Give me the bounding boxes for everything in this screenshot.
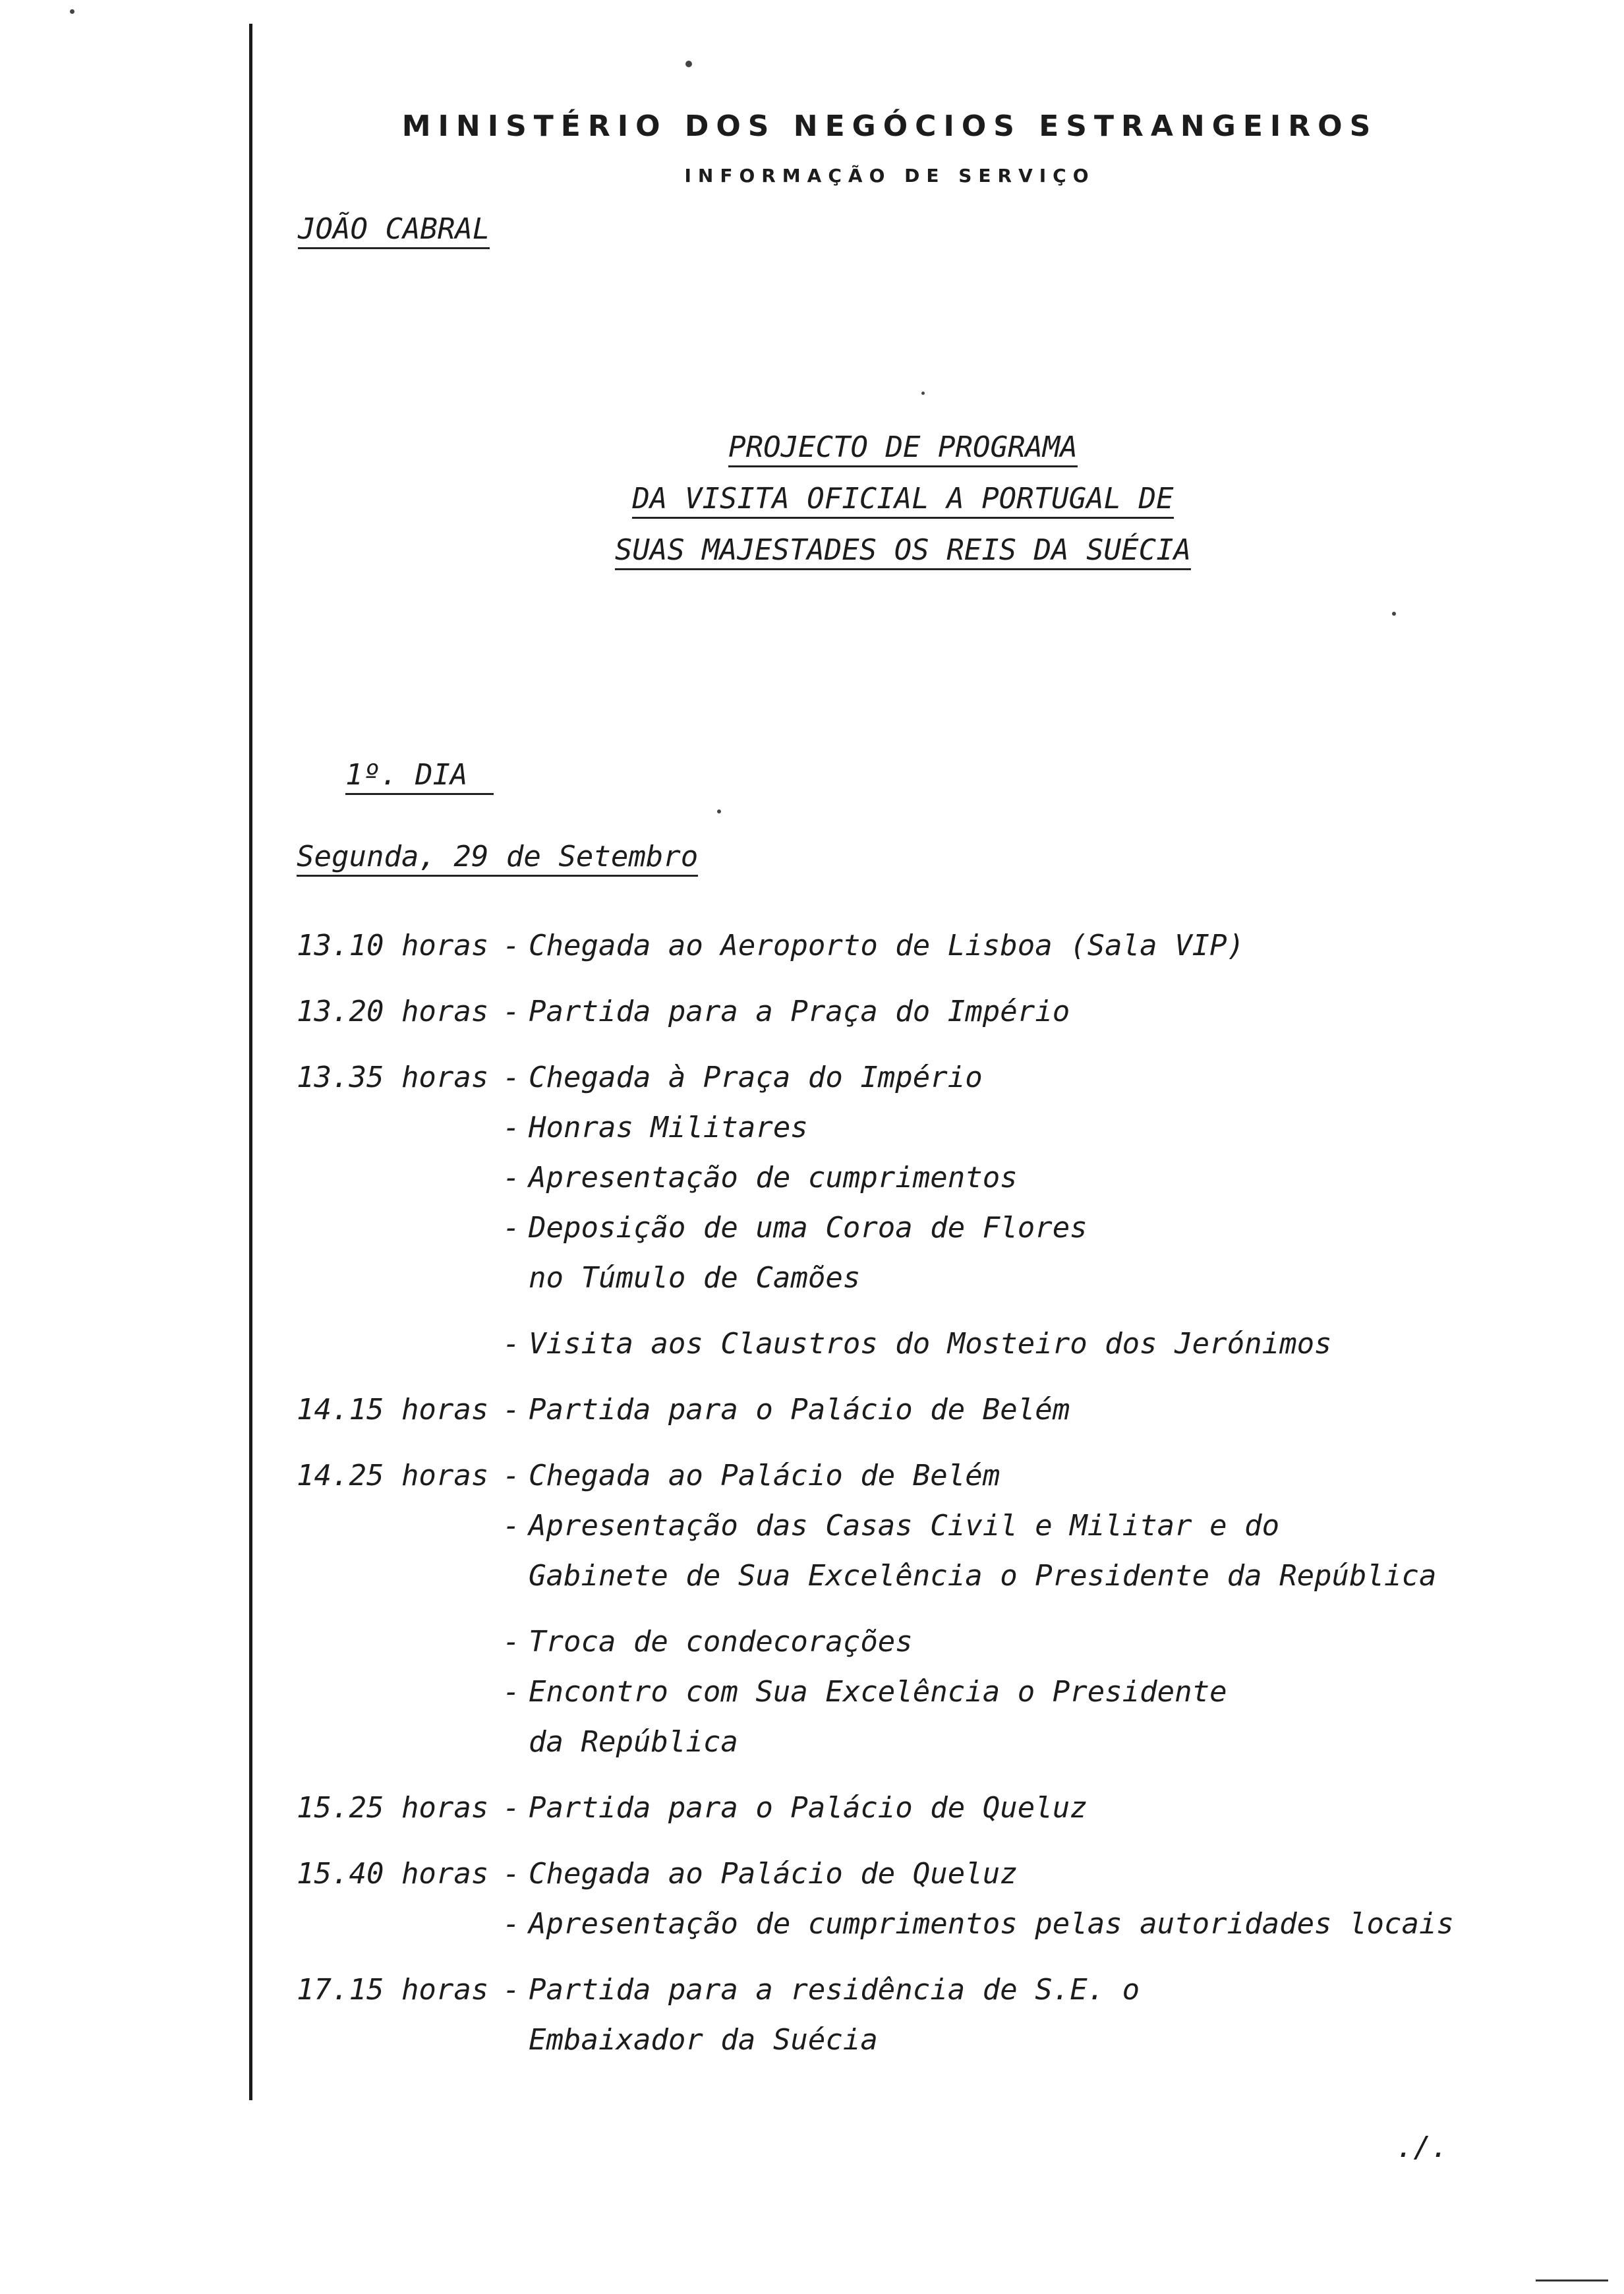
activity-text: Partida para a Praça do Império <box>529 995 1070 1028</box>
dash-bullet: - <box>502 1161 521 1194</box>
activity-item <box>494 1203 1522 1303</box>
dash-bullet: - <box>502 1675 521 1709</box>
dash-bullet: - <box>502 929 521 962</box>
service-subheading: INFORMAÇÃO DE SERVIÇO <box>684 165 1095 187</box>
dash-bullet: - <box>502 1211 521 1245</box>
ministry-heading: MINISTÉRIO DOS NEGÓCIOS ESTRANGEIROS <box>401 109 1378 143</box>
dash-bullet: - <box>502 1625 521 1659</box>
dash-bullet: - <box>502 1459 521 1492</box>
entry-activities <box>494 1385 1522 1435</box>
activity-text: Apresentação de cumprimentos <box>529 1161 1018 1194</box>
dash-bullet: - <box>502 1791 521 1825</box>
activity-item <box>494 987 1522 1037</box>
activity-item <box>494 1153 1522 1203</box>
entry-time: 14.15 horas <box>297 1393 489 1426</box>
page-continuation-mark: ./. <box>1396 2131 1449 2164</box>
activity-text: Chegada ao Aeroporto de Lisboa (Sala VIP) <box>529 929 1245 962</box>
schedule-entry <box>297 1451 1522 1767</box>
ink-speck <box>1392 612 1396 616</box>
dash-bullet: - <box>502 1327 521 1361</box>
entry-activities <box>494 1451 1522 1767</box>
activity-item <box>494 1451 1522 1501</box>
edge-mark <box>1536 2279 1608 2281</box>
activity-item <box>494 1783 1522 1833</box>
left-margin-rule <box>249 24 252 2100</box>
activity-text: Visita aos Claustros do Mosteiro dos Jerónimos <box>529 1327 1332 1361</box>
activity-text: Chegada à Praça do Império <box>529 1061 983 1094</box>
schedule-list <box>297 921 1522 2081</box>
dash-bullet: - <box>502 1973 521 2007</box>
activity-text: Partida para o Palácio de Queluz <box>529 1791 1088 1825</box>
ink-speck <box>70 9 74 14</box>
author-name: JOÃO CABRAL <box>298 212 490 249</box>
dash-bullet: - <box>502 1509 521 1543</box>
schedule-entry <box>297 1783 1522 1833</box>
entry-time: 15.40 horas <box>297 1857 489 1891</box>
title-line: DA VISITA OFICIAL A PORTUGAL DE <box>593 473 1213 525</box>
activity-item <box>494 1667 1522 1767</box>
entry-activities <box>494 1053 1522 1369</box>
activity-item <box>494 1385 1522 1435</box>
title-line: SUAS MAJESTADES OS REIS DA SUÉCIA <box>593 525 1213 576</box>
schedule-entry <box>297 1849 1522 1949</box>
activity-text: Chegada ao Palácio de Queluz <box>529 1857 1018 1891</box>
activity-item <box>494 1103 1522 1153</box>
entry-time: 14.25 horas <box>297 1459 489 1492</box>
dash-bullet: - <box>502 1061 521 1094</box>
activity-text: Apresentação de cumprimentos pelas autoridades locais <box>529 1907 1454 1941</box>
schedule-entry <box>297 1385 1522 1435</box>
entry-time: 13.20 horas <box>297 995 489 1028</box>
document-title <box>593 422 1213 576</box>
schedule-entry <box>297 921 1522 971</box>
activity-text: Apresentação das Casas Civil e Militar e do Gabinete de Sua Excelência o Presidente da República <box>529 1509 1437 1593</box>
dash-bullet: - <box>502 1857 521 1891</box>
entry-time: 15.25 horas <box>297 1791 489 1825</box>
dash-bullet: - <box>502 1907 521 1941</box>
dash-bullet: - <box>502 1393 521 1426</box>
schedule-date: Segunda, 29 de Setembro <box>297 840 698 877</box>
day-label: 1º. DIA <box>345 758 494 795</box>
entry-activities <box>494 1965 1522 2065</box>
activity-text: Partida para a residência de S.E. o Embaixador da Suécia <box>529 1973 1140 2057</box>
activity-item <box>494 1849 1522 1899</box>
activity-text: Troca de condecorações <box>529 1625 913 1659</box>
ink-speck <box>717 809 721 813</box>
entry-time: 13.10 horas <box>297 929 489 962</box>
activity-item <box>494 1899 1522 1949</box>
entry-time: 13.35 horas <box>297 1061 489 1094</box>
activity-item <box>494 1617 1522 1667</box>
entry-time: 17.15 horas <box>297 1973 489 2007</box>
dash-bullet: - <box>502 1111 521 1144</box>
entry-activities <box>494 987 1522 1037</box>
dash-bullet: - <box>502 995 521 1028</box>
activity-text: Deposição de uma Coroa de Flores no Túmulo de Camões <box>529 1211 1088 1295</box>
activity-text: Chegada ao Palácio de Belém <box>529 1459 1000 1492</box>
entry-activities <box>494 921 1522 971</box>
activity-item <box>494 1319 1522 1369</box>
activity-item <box>494 1501 1522 1601</box>
entry-activities <box>494 1849 1522 1949</box>
activity-item <box>494 1965 1522 2065</box>
entry-activities <box>494 1783 1522 1833</box>
activity-item <box>494 921 1522 971</box>
activity-text: Partida para o Palácio de Belém <box>529 1393 1070 1426</box>
activity-text: Encontro com Sua Excelência o Presidente da República <box>529 1675 1227 1759</box>
schedule-entry <box>297 1053 1522 1369</box>
activity-text: Honras Militares <box>529 1111 808 1144</box>
schedule-entry <box>297 1965 1522 2065</box>
title-line: PROJECTO DE PROGRAMA <box>593 422 1213 473</box>
activity-item <box>494 1053 1522 1103</box>
ink-speck <box>685 61 692 67</box>
schedule-entry <box>297 987 1522 1037</box>
ink-speck <box>921 392 925 395</box>
